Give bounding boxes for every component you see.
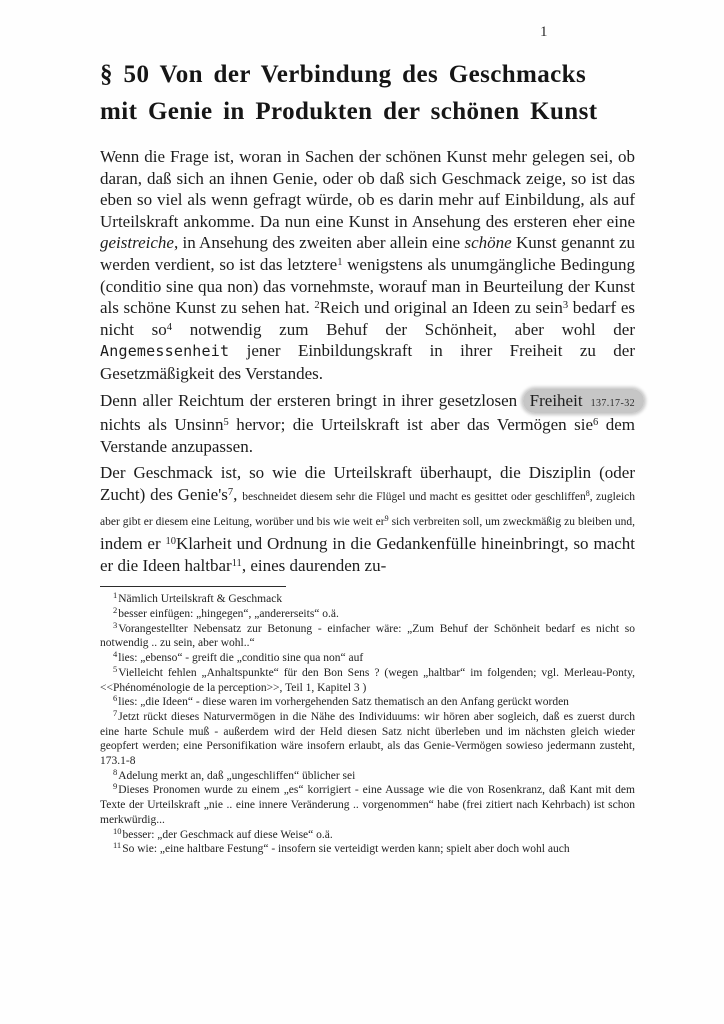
footnote-number: 2 <box>113 604 118 615</box>
footnote-number: 9 <box>113 781 118 792</box>
body-text <box>100 146 635 576</box>
footnote-ref: 1 <box>337 256 343 268</box>
footnote-number: 8 <box>113 766 118 777</box>
small-inline-text: sich verbreiten soll, um zweckmäßig zu bleiben und, <box>388 515 636 528</box>
footnote-5: $^5$Vielleicht fehlen „Anhaltspunkte“ für den Bon Sens ? (wegen „haltbar“ im folgenden; vgl. Merleau-Ponty, <<Phénoménologie de la perception>>, Teil 1, Kapitel 3 ) <box>100 663 635 694</box>
highlighted-word: Freiheit <box>529 390 583 410</box>
footnote-number: 11 <box>113 840 122 851</box>
footnote-10: $^{10}$besser: „der Geschmack auf diese Weise“ o.ä. <box>113 825 333 841</box>
footnote-number: 7 <box>113 707 118 718</box>
footnote-2: $^2$besser einfügen: „hingegen“, „andererseits“ o.ä. <box>113 604 339 620</box>
margin-reference: 137.17-32 <box>590 397 635 409</box>
footnote-number: 1 <box>113 590 118 601</box>
footnote-ref: 10 <box>165 536 177 548</box>
footnote-number: 4 <box>113 649 118 660</box>
italic-text: geistreiche <box>100 233 174 253</box>
footnote-ref: 11 <box>231 557 242 569</box>
section-heading <box>100 56 635 130</box>
footnote-ref: 3 <box>562 300 569 312</box>
footnote-ref: 4 <box>166 321 173 333</box>
footnote-3: $^3$Vorangestellter Nebensatz zur Betonung - einfacher wäre: „Zum Behuf der Schönheit bedarf es nicht so notwendig .. zu sein, aber wohl..“ <box>100 619 635 650</box>
footnote-6: $^6$lies: „die Ideen“ - diese waren im vorhergehenden Satz thematisch an den Anfang gerückt worden <box>113 693 569 709</box>
paragraph-2: Denn aller Reichtum der ersteren bringt in ihrer gesetzlosen Freiheit 137.17-32 nichts als Unsinn$^5$ hervor; die Urteilskraft ist aber das Vermögen sie$^6$ dem Verstande anzupassen. <box>100 390 635 458</box>
footnote-8: $^8$Adelung merkt an, daß „ungeschliffen“ üblicher sei <box>113 766 356 782</box>
heading-line-2: mit Genie in Produkten der schönen Kunst <box>100 98 598 125</box>
footnote-11: $^{11}$So wie: „eine haltbare Festung“ - insofern sie verteidigt werden kann; spielt aber doch wohl auch <box>113 840 570 856</box>
page-number: 1 <box>540 24 548 40</box>
heading-line-1: § 50 Von der Verbindung des Geschmacks <box>100 61 587 88</box>
paragraph-3: Der Geschmack ist, so wie die Urteilskraft überhaupt, die Disziplin (oder Zucht) des $Genie's^7$, beschneidet diesem sehr die Flügel und macht es gesittet oder geschliffen$^8$, zugleich aber gibt er diesem eine Leitung, worüber und bis wie weit $er^9$ sich verbreiten soll, um zweckmäßig zu bleiben und, indem er $^{10}$Klarheit und Ordnung in die Gedankenfülle hineinbringt, so macht er die Ideen haltbar$^{11}$, eines daurenden zu- <box>100 463 636 575</box>
footnote-number: 10 <box>113 825 122 836</box>
footnote-9: $^9$Dieses Pronomen wurde zu einem „es“ korrigiert - eine Aussage wie die von Rosenkranz, daß Kant mit dem Texte der Urteilskraft „nie .. eine innere Veränderung .. vorgenommen“ habe (frei zitiert nach Kehrbach) ist schon merkwürdig... <box>100 781 635 826</box>
footnotes-block <box>100 592 635 857</box>
footnote-1: $^1$Nämlich Urteilskraft & Geschmack <box>113 590 283 606</box>
footnote-rule <box>100 586 286 587</box>
footnote-ref: 8 <box>585 488 590 498</box>
footnote-number: 5 <box>113 663 118 674</box>
small-inline-text: beschneidet diesem sehr die Flügel und macht es gesittet oder geschliffen <box>242 490 586 503</box>
footnote-number: 3 <box>113 619 118 630</box>
footnote-number: 6 <box>113 693 118 704</box>
footnote-7: $^7$Jetzt rückt dieses Naturvermögen in die Nähe des Individuums: wir hören aber sogleich, daß es zuerst durch eine harte Schule muß - außerdem wird der Held diesen Satz nicht überleben und im nächsten gleich wieder geopfert werden; eine Personifikation wäre insofern erlaubt, als das Genie-Vermögen sowieso jedermann zusteht, 173.1-8 <box>100 707 635 768</box>
typewriter-text: Angemessenheit <box>100 342 230 361</box>
footnote-ref: 6 <box>593 417 599 429</box>
footnote-ref: 7 <box>227 486 234 498</box>
footnote-ref: 2 <box>314 300 320 312</box>
footnote-4: $^4$lies: „ebenso“ - greift die „conditio sine qua non“ auf <box>113 649 364 665</box>
paragraph-1: Wenn die Frage ist, woran in Sachen der schönen Kunst mehr gelegen sei, ob daran, daß sich an ihnen Genie, oder ob daß sich Geschmack zeige, so ist das eben so viel als wenn gefragt würde, ob es darin mehr auf Einbildung, als auf Urteilskraft ankomme. Da nun eine Kunst in Ansehung des ersteren eher eine geistreiche, in Ansehung des zweiten aber allein eine schöne Kunst genannt zu werden verdient, so ist das letztere$^1$ wenigstens als unumgängliche Bedingung (conditio sine qua non) das vornehmste, worauf man in Beurteilung der Kunst als schöne Kunst zu sehen hat. $^2$Reich und original an Ideen zu sein$^3$ bedarf es nicht $so^4$ notwendig zum Behuf der Schönheit, aber wohl der Angemessenheit jener Einbildungskraft in ihrer Freiheit zu der Gesetzmäßigkeit des Verstandes. <box>100 147 636 383</box>
italic-text: schöne <box>464 233 512 253</box>
highlight-annotation <box>523 389 644 413</box>
footnote-ref: 9 <box>384 513 389 523</box>
small-inline-text: , zugleich aber gibt er diesem eine Leitung, worüber und bis wie weit er <box>100 490 636 528</box>
footnote-ref: 5 <box>223 417 229 429</box>
